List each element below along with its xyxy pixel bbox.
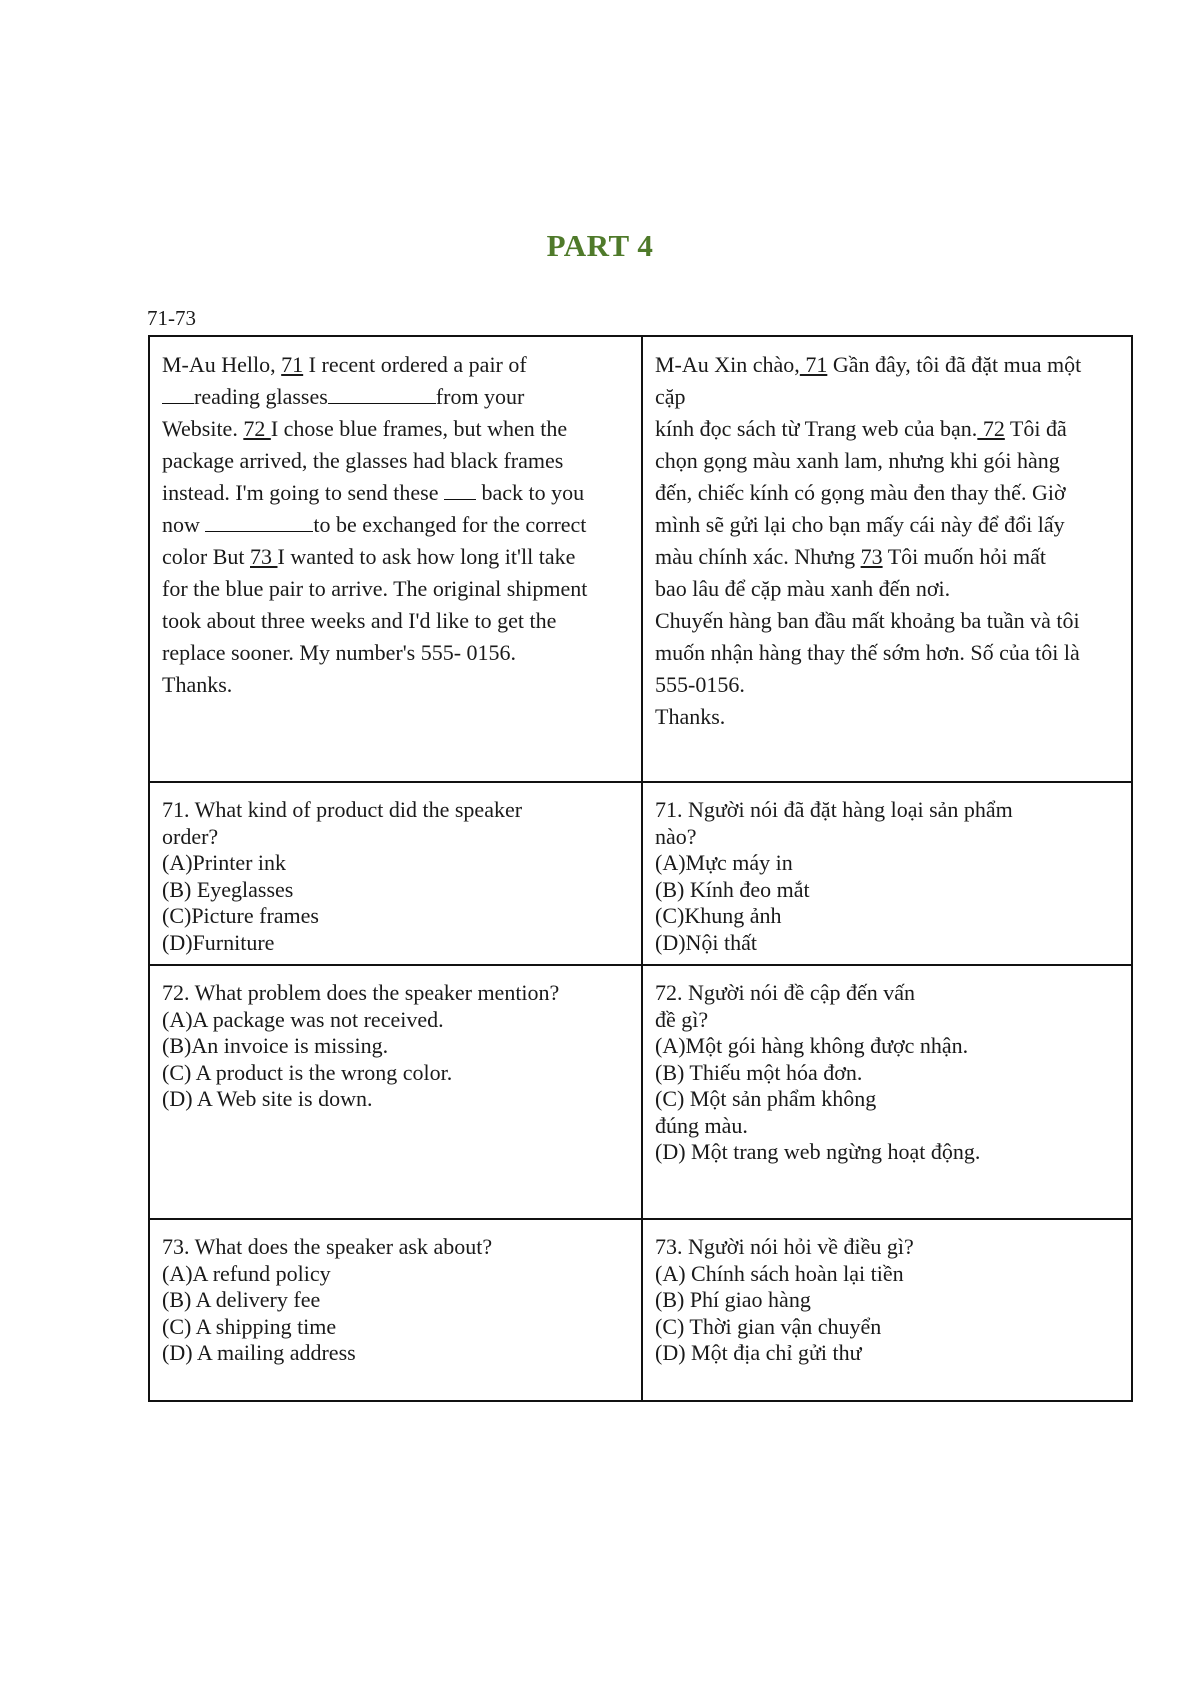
answer-option: (C)Khung ảnh (655, 903, 782, 928)
question-marker-73: 73 (250, 544, 278, 569)
answer-option: (C) A product is the wrong color. (162, 1059, 453, 1085)
answer-option: (A)A package was not received. (162, 1006, 444, 1032)
passage-text: to be exchanged for the correct (313, 512, 587, 537)
passage-text: Tôi muốn hỏi mất (882, 544, 1046, 569)
answer-option: đúng màu. (655, 1112, 748, 1138)
answer-option: (B) A delivery fee (162, 1287, 321, 1312)
question-marker-71: 71 (799, 352, 828, 377)
passage-text: 555-0156. (655, 672, 745, 697)
answer-option: (A) Chính sách hoàn lại tiền (655, 1260, 904, 1286)
passage-vietnamese (642, 336, 1132, 782)
question-marker-72: 72 (243, 416, 271, 441)
question-text: đề gì? (655, 1006, 709, 1032)
passage-text: Thanks. (162, 672, 233, 697)
answer-option: (B) Kính đeo mắt (655, 876, 810, 902)
question-text: nào? (655, 823, 697, 849)
question-english (149, 965, 642, 1219)
answer-option: (D) A Web site is down. (162, 1086, 373, 1111)
passage-text: I wanted to ask how long it'll take (277, 544, 576, 569)
passage-text: Xin chào, (708, 352, 800, 377)
passage-text: bao lâu để cặp màu xanh đến nơi. (655, 576, 951, 601)
passage-text: muốn nhận hàng thay thế sớm hơn. Số của tôi là (655, 640, 1080, 665)
passage-text: back to you (475, 480, 585, 505)
question-text: 72. What problem does the speaker mention? (162, 980, 560, 1005)
passage-text: Chuyến hàng ban đầu mất khoảng ba tuần và tôi (655, 608, 1080, 633)
answer-option: (D) Một trang web ngừng hoạt động. (655, 1139, 981, 1164)
blank (444, 477, 476, 500)
answer-option: (C)Picture frames (162, 903, 319, 928)
passage-text: took about three weeks and I'd like to get the (162, 608, 557, 633)
passage-text: replace sooner. My number's 555- 0156. (162, 640, 517, 665)
passage-text: from your (435, 384, 525, 409)
passage-text: mình sẽ gửi lại cho bạn mấy cái này để đổi lấy (655, 512, 1065, 537)
question-text: 73. What does the speaker ask about? (162, 1234, 493, 1259)
answer-option: (C) Một sản phẩm không (655, 1086, 877, 1111)
passage-text: now (162, 512, 206, 537)
question-row-73 (149, 1219, 1132, 1401)
passage-text: color But (162, 544, 250, 569)
passage-text: I recent ordered a pair of (303, 352, 527, 377)
question-range-label: 71-73 (147, 306, 196, 330)
answer-option: (A)Printer ink (162, 850, 287, 875)
question-english (149, 1219, 642, 1401)
question-text: 71. What kind of product did the speaker (162, 797, 523, 822)
passage-text: I chose blue frames, but when the (270, 416, 568, 441)
answer-option: (B) Phí giao hàng (655, 1287, 811, 1312)
passage-text: instead. I'm going to send these (162, 480, 444, 505)
answer-option: (A)Mực máy in (655, 850, 793, 875)
answer-option: (C) A shipping time (162, 1313, 337, 1339)
passage-text: đến, chiếc kính có gọng màu đen thay thế. Giờ (655, 480, 1066, 505)
question-text: 71. Người nói đã đặt hàng loại sản phẩm (655, 797, 1013, 822)
question-text: order? (162, 823, 219, 849)
passage-text: màu chính xác. Nhưng (655, 544, 861, 569)
answer-option: (C) Thời gian vận chuyển (655, 1313, 882, 1339)
answer-option: (D) Một địa chỉ gửi thư (655, 1340, 862, 1365)
passage-text: Thanks. (655, 704, 726, 729)
page-title: PART 4 (546, 228, 654, 263)
question-vietnamese (642, 1219, 1132, 1401)
passage-text: cặp (655, 384, 686, 409)
question-marker-71: 71 (281, 352, 304, 377)
passage-text: reading glasses (194, 384, 328, 409)
question-row-71 (149, 782, 1132, 965)
answer-option: (B) Eyeglasses (162, 876, 294, 902)
passage-text: kính đọc sách từ Trang web của bạn. (655, 416, 978, 441)
question-english (149, 782, 642, 965)
blank (205, 509, 313, 532)
answer-option: (A)Một gói hàng không được nhận. (655, 1033, 969, 1058)
passage-row (149, 336, 1132, 782)
answer-option: (B) Thiếu một hóa đơn. (655, 1059, 863, 1085)
speaker-tag: M-Au (162, 352, 216, 377)
question-marker-72: 72 (977, 416, 1005, 441)
question-text: 73. Người nói hỏi về điều gì? (655, 1234, 914, 1259)
passage-text: Gần đây, tôi đã đặt mua một (827, 352, 1082, 377)
passage-text: package arrived, the glasses had black frames (162, 448, 564, 473)
passage-text: Hello, (215, 352, 282, 377)
question-row-72 (149, 965, 1132, 1219)
question-vietnamese (642, 965, 1132, 1219)
passage-text: chọn gọng màu xanh lam, nhưng khi gói hàng (655, 448, 1060, 473)
answer-option: (A)A refund policy (162, 1260, 331, 1286)
answer-option: (D)Furniture (162, 929, 275, 955)
passage-text: Tôi đã (1004, 416, 1067, 441)
blank (162, 381, 194, 404)
question-text: 72. Người nói đề cập đến vấn (655, 980, 915, 1005)
passage-text: for the blue pair to arrive. The original shipment (162, 576, 588, 601)
answer-option: (B)An invoice is missing. (162, 1033, 389, 1058)
answer-option: (D) A mailing address (162, 1340, 356, 1365)
answer-option: (D)Nội thất (655, 929, 758, 955)
bilingual-table (148, 335, 1133, 1402)
question-vietnamese (642, 782, 1132, 965)
question-marker-73: 73 (860, 544, 883, 569)
blank (328, 381, 436, 404)
speaker-tag: M-Au (655, 352, 709, 377)
passage-english (149, 336, 642, 782)
passage-text: Website. (162, 416, 244, 441)
